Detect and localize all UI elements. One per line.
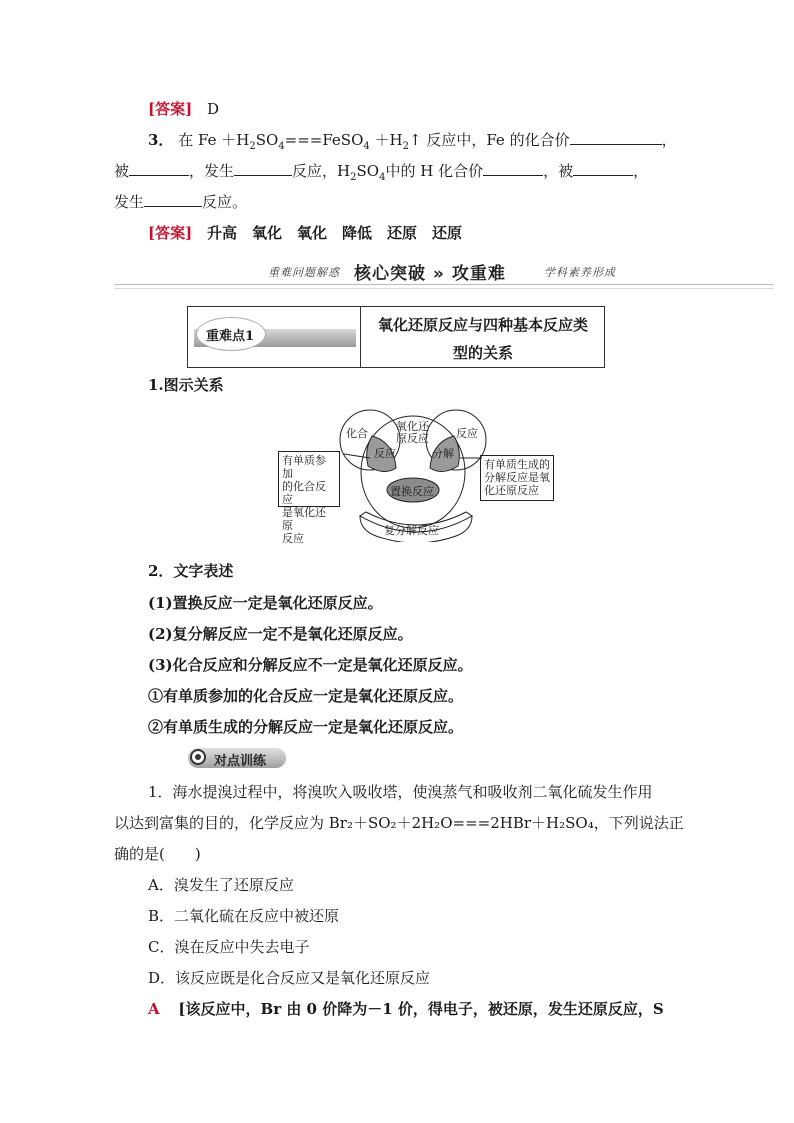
exercise-line: 确的是( ) xyxy=(114,845,201,863)
training-badge-label: 对点训练 xyxy=(214,754,267,769)
note-line: 的化合反应 xyxy=(282,480,326,506)
subscript: 4 xyxy=(379,172,386,183)
question-text: 被 xyxy=(114,162,130,180)
label-displacement: 置换反应 xyxy=(390,485,434,498)
answer-value: 升高 氧化 氧化 降低 还原 还原 xyxy=(206,224,462,242)
option-c[interactable]: C．溴在反应中失去电子 xyxy=(148,938,310,956)
statement-item: (3)化合反应和分解反应不一定是氧化还原反应。 xyxy=(148,656,473,674)
question-text: SO xyxy=(356,162,380,180)
subscript: 2 xyxy=(350,172,357,183)
exercise-line: 1．海水提溴过程中，将溴吹入吸收塔，使溴蒸气和吸收剂二氧化硫发生作用 xyxy=(148,783,653,801)
key-point-label-cell xyxy=(188,307,361,367)
subscript: 4 xyxy=(278,141,285,152)
question-text: 在 Fe ＋H xyxy=(178,131,250,149)
question-text: ＋H xyxy=(369,131,403,149)
label-decomposition: 分解 xyxy=(432,447,454,460)
note-line: 分解反应是氧 xyxy=(484,471,550,484)
question-text: ，被 xyxy=(543,162,574,180)
answer-line-q2 xyxy=(148,98,219,119)
section-1-heading: 1.图示关系 xyxy=(148,376,224,394)
note-line: 反应 xyxy=(282,532,304,545)
label-redox-line: 氧化还 xyxy=(396,420,429,433)
fill-blank[interactable] xyxy=(129,161,189,176)
banner-left-text: 重难问题解惑 xyxy=(268,266,340,279)
question-text: ， xyxy=(633,162,649,180)
answer-tag: [答案] xyxy=(148,224,193,242)
question-text: 中的 H 化合价 xyxy=(385,162,484,180)
label-redox xyxy=(396,421,429,445)
question-text: ↑ 反应中，Fe 的化合价 xyxy=(409,131,570,149)
answer-line-q3 xyxy=(148,222,462,243)
option-d[interactable]: D．该反应既是化合反应又是氧化还原反应 xyxy=(148,969,431,987)
banner-title: 核心突破 » 攻重难 xyxy=(354,264,506,284)
question-text: 反应，H xyxy=(292,162,351,180)
statement-item: ①有单质参加的化合反应一定是氧化还原反应。 xyxy=(148,687,464,705)
key-point-title-line: 氧化还原反应与四种基本反应类 xyxy=(377,316,588,334)
section-2-heading: 2．文字表述 xyxy=(148,562,234,580)
key-point-box xyxy=(187,306,605,368)
key-point-title xyxy=(362,311,604,367)
fill-blank[interactable] xyxy=(483,161,543,176)
target-icon xyxy=(190,749,206,765)
fill-blank[interactable] xyxy=(570,130,662,145)
question-3-line-2 xyxy=(114,160,648,183)
subscript: 2 xyxy=(402,141,409,152)
question-text: ， xyxy=(661,131,677,149)
option-a[interactable]: A．溴发生了还原反应 xyxy=(148,876,294,894)
training-badge xyxy=(188,748,286,768)
banner-right-text: 学科素养形成 xyxy=(544,266,616,279)
question-text: SO xyxy=(255,131,279,149)
fill-blank[interactable] xyxy=(144,192,202,207)
subscript: 4 xyxy=(363,141,370,152)
note-line: 有单质参加 xyxy=(282,454,326,480)
banner-divider xyxy=(114,288,774,289)
statement-item: (2)复分解反应一定不是氧化还原反应。 xyxy=(148,625,413,643)
answer-letter: A xyxy=(148,1000,160,1018)
answer-value: D xyxy=(206,100,220,118)
statement-item: ②有单质生成的分解反应一定是氧化还原反应。 xyxy=(148,718,464,736)
option-b[interactable]: B．二氧化硫在反应中被还原 xyxy=(148,907,340,925)
label-combination-reaction: 反应 xyxy=(374,447,396,460)
statement-item: (1)置换反应一定是氧化还原反应。 xyxy=(148,594,383,612)
question-text: 反应。 xyxy=(202,193,248,211)
explanation-line xyxy=(148,998,664,1019)
note-line: 化还原反应 xyxy=(484,484,539,497)
note-line: 是氧化还原 xyxy=(282,506,326,532)
label-combination: 化合 xyxy=(346,427,368,440)
right-note-box xyxy=(480,455,554,501)
exercise-line: 以达到富集的目的，化学反应为 Br₂＋SO₂＋2H₂O===2HBr＋H₂SO₄，下列说法正 xyxy=(114,814,684,832)
question-3-line-1 xyxy=(148,129,677,152)
question-3-line-3 xyxy=(114,191,247,212)
label-double-decomposition: 复分解反应 xyxy=(384,524,439,537)
left-note-box xyxy=(278,451,340,545)
question-text: 发生 xyxy=(114,193,145,211)
label-redox-line: 原反应 xyxy=(396,432,429,445)
question-text: ===FeSO xyxy=(284,131,364,149)
label-decomposition-reaction: 反应 xyxy=(456,427,478,440)
fill-blank[interactable] xyxy=(573,161,633,176)
explanation-text: [该反应中，Br 由 0 价降为－1 价，得电子，被还原，发生还原反应，S xyxy=(178,1000,664,1018)
fill-blank[interactable] xyxy=(234,161,292,176)
key-point-title-line: 型的关系 xyxy=(452,344,513,362)
answer-tag: [答案] xyxy=(148,100,193,118)
key-point-label: 重难点1 xyxy=(206,329,255,344)
subscript: 2 xyxy=(249,141,256,152)
question-number: 3． xyxy=(148,131,174,149)
question-text: ，发生 xyxy=(189,162,235,180)
note-line: 有单质生成的 xyxy=(484,458,550,471)
banner-divider xyxy=(114,284,774,285)
